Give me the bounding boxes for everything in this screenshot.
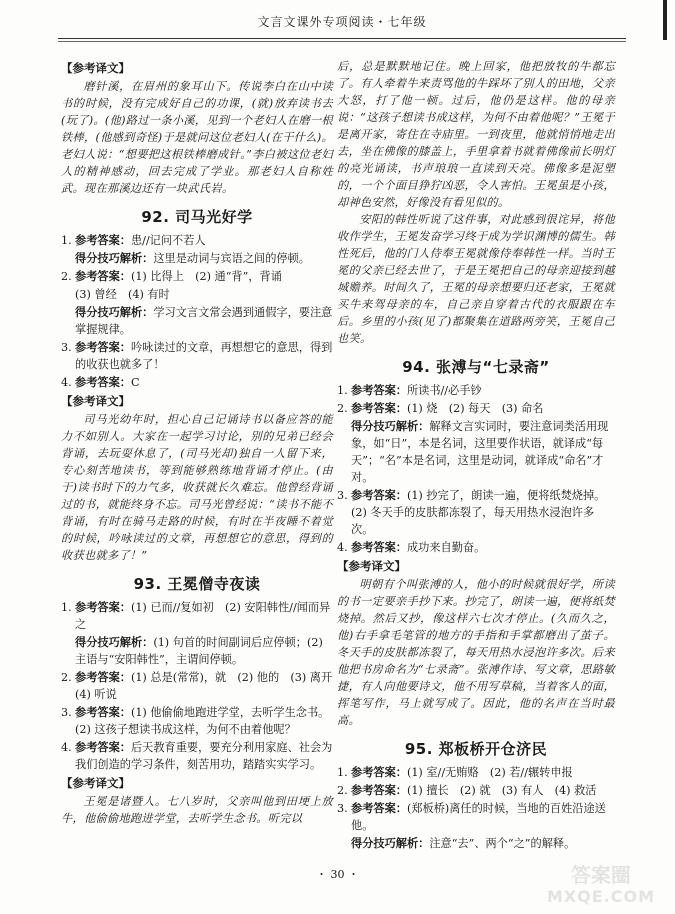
answer-item bbox=[61, 339, 333, 373]
answer-text: (1) 句首的时间副词后应停顿；(2)主语与“安阳韩性”，主谓间停顿。 bbox=[75, 636, 323, 666]
answer-label: 参考答案： bbox=[75, 375, 131, 389]
item-number: 3. bbox=[61, 706, 72, 719]
answer-text: 这里是动词与宾语之间的停顿。 bbox=[153, 252, 310, 265]
answer-item bbox=[61, 374, 333, 391]
answer-text: 吟咏读过的文章，再想想它的意思，得到的收获也就多了！ bbox=[75, 341, 333, 371]
header-rule bbox=[58, 38, 626, 39]
answer-item bbox=[337, 418, 615, 486]
answer-label: 参考答案： bbox=[75, 600, 131, 614]
answer-label: 得分技巧解析： bbox=[351, 419, 430, 433]
item-number: 1. bbox=[61, 234, 72, 247]
answer-text: 所读书//必手钞 bbox=[406, 384, 482, 397]
answer-text: (1) 他偷偷地跑进学堂，去听学生念书。 (2) 这孩子想读书成这样，为何不由着他呢？ bbox=[75, 706, 335, 736]
answer-item bbox=[337, 764, 615, 781]
translation-continued: 后，总是默默地记住。晚上回家，他把放牧的牛都忘了。有人牵着牛来责骂他的牛踩坏了别人的田地，父亲大怒，打了他一顿。过后，他仍是这样。他的母亲说：“这孩子想读书成这样，为何不由着他呢？”王冕于是离开家，寄住在寺庙里。一到夜里，他就悄悄地走出去，坐在佛像的膝盖上，手里拿着书就着佛像前长明灯的亮光诵读，书声琅琅一直读到天亮。佛像多是泥塑的，一个个面目狰狞凶恶，令人害怕。王冕虽是小孩，却神色安然，好像没有看见似的。 bbox=[337, 60, 615, 209]
answer-label: 参考答案： bbox=[351, 401, 407, 415]
answer-item bbox=[337, 382, 615, 399]
item-number: 3. bbox=[61, 341, 72, 354]
answer-label: 参考答案： bbox=[351, 540, 407, 554]
item-number: 4. bbox=[337, 541, 348, 554]
answer-label: 参考答案： bbox=[75, 233, 131, 247]
answer-item bbox=[61, 739, 333, 773]
reference-translation-heading: 【参考译文】 bbox=[61, 394, 130, 408]
answer-item bbox=[61, 268, 333, 285]
answer-label: 参考答案： bbox=[351, 801, 407, 815]
item-number: 4. bbox=[61, 376, 72, 389]
item-number: 2. bbox=[337, 784, 348, 797]
answer-text: C bbox=[130, 376, 140, 389]
answer-item bbox=[61, 286, 333, 303]
item-number: 4. bbox=[61, 741, 72, 754]
answer-text: (1) 已而//复如初 (2) 安阳韩性//闻而异之 bbox=[75, 601, 331, 631]
answer-item bbox=[61, 304, 333, 338]
item-number: 3. bbox=[337, 489, 348, 502]
answer-item bbox=[61, 250, 333, 267]
reference-translation-heading: 【参考译文】 bbox=[61, 61, 130, 75]
section-title-93: 93. 王冕僧寺夜读 bbox=[133, 575, 261, 593]
answer-list-93 bbox=[61, 599, 344, 773]
answer-text: 患//记问不若人 bbox=[130, 234, 206, 247]
answer-text: (1) 室//无贿赂 (2) 若//辗转申报 bbox=[406, 766, 573, 779]
answer-text: (1) 比得上 (2) 通“背”，背诵 bbox=[130, 270, 282, 283]
page-edge-mark bbox=[663, 0, 667, 40]
item-number: 1. bbox=[337, 766, 348, 779]
answer-label: 参考答案： bbox=[75, 269, 131, 283]
section-title-94: 94. 张溥与“七录斋” bbox=[402, 358, 550, 376]
item-number: 2. bbox=[61, 671, 72, 684]
answer-item bbox=[61, 232, 333, 249]
answer-label: 得分技巧解析： bbox=[75, 305, 154, 319]
answer-label: 参考答案： bbox=[75, 670, 131, 684]
watermark-url: MXQE.COM bbox=[546, 887, 655, 906]
translation-text: 明朝有个叫张溥的人，他小的时候就很好学，所读的书一定要亲手抄下来。抄完了，朗读一遍，便将纸焚烧掉。然后又抄，像这样六七次才停止。(久而久之，他)右手拿毛笔管的地方的手指和手掌都磨出了茧子。冬天手的皮肤都冻裂了，每天用热水浸泡许多次。后来他把书房命名为“七录斋”。张溥作诗、写文章，思路敏捷，有人向他要诗文，他不用写草稿，当着客人的面，挥笔写作，马上就写成了。因此，他的名声在当时最高。 bbox=[337, 578, 615, 727]
section-title-95: 95. 郑板桥开仓济民 bbox=[404, 740, 548, 758]
answer-item bbox=[337, 782, 615, 799]
answer-text: 后天教育重要，要充分利用家庭、社会为我们创造的学习条件，刻苦用功，踏踏实实学习。 bbox=[75, 741, 333, 771]
answer-label: 参考答案： bbox=[351, 765, 407, 779]
header-rule-thin bbox=[58, 41, 626, 42]
answer-text: (1) 擅长 (2) 就 (3) 有人 (4) 救活 bbox=[406, 784, 597, 797]
right-column bbox=[337, 58, 615, 853]
reference-translation-heading: 【参考译文】 bbox=[337, 559, 406, 573]
answer-list-92 bbox=[61, 232, 333, 391]
answer-label: 得分技巧解析： bbox=[351, 836, 430, 850]
answer-item bbox=[337, 400, 615, 417]
answer-text: (1) 抄完了，朗读一遍，便将纸焚烧掉。 (2) 冬天手的皮肤都冻裂了，每天用热水浸泡许多次。 bbox=[351, 489, 611, 536]
answer-label: 参考答案： bbox=[351, 383, 407, 397]
answer-item bbox=[337, 539, 615, 556]
answer-label: 参考答案： bbox=[75, 740, 131, 754]
answer-list-95 bbox=[337, 764, 615, 852]
answer-item bbox=[337, 487, 615, 538]
item-number: 2. bbox=[61, 270, 72, 283]
answer-label: 参考答案： bbox=[75, 705, 131, 719]
translation-text: 王冕是诸暨人。七八岁时，父亲叫他到田埂上放牛，他偷偷地跑进学堂，去听学生念书。听完以 bbox=[61, 795, 333, 825]
item-number: 1. bbox=[61, 601, 72, 614]
translation-text: 安阳的韩性听说了这件事，对此感到很诧异，将他收作学生，王冕发奋学习终于成为学识渊博的儒生。韩性死后，他的门人侍奉王冕就像侍奉韩性一样。当时王冕的父亲已经去世了，于是王冕把自己的母亲迎接到越城赡养。时间久了，王冕的母亲想要归还老家，王冕就买牛来驾母亲的车，自己亲自穿着古代的衣服跟在车后。乡里的小孩(见了)都聚集在道路两旁笑，王冕自己也笑。 bbox=[337, 213, 615, 345]
page-number: ・ 30 ・ bbox=[316, 868, 359, 881]
answer-item bbox=[61, 634, 333, 668]
answer-label: 得分技巧解析： bbox=[75, 635, 154, 649]
answer-label: 参考答案： bbox=[351, 488, 407, 502]
answer-text: 学习文言文常会遇到通假字，要注意掌握规律。 bbox=[75, 306, 333, 336]
answer-label: 参考答案： bbox=[75, 340, 131, 354]
answer-text: (郑板桥)离任的时候，当地的百姓沿途送他。 bbox=[351, 802, 606, 832]
section-title-92: 92. 司马光好学 bbox=[141, 208, 253, 226]
answer-text: (1) 烧 (2) 每天 (3) 命名 bbox=[406, 402, 544, 415]
answer-item bbox=[61, 704, 333, 738]
answer-list-94 bbox=[337, 382, 615, 556]
answer-text: 注意“去”、两个“之”的解释。 bbox=[429, 837, 576, 850]
answer-item bbox=[337, 835, 615, 852]
watermark-logo bbox=[547, 864, 655, 908]
reference-translation-heading: 【参考译文】 bbox=[61, 776, 130, 790]
translation-text: 磨针溪，在眉州的象耳山下。传说李白在山中读书的时候，没有完成好自己的功课，(就)放弃读书去(玩了)。(他)路过一条小溪，见到一个老妇人在磨一根铁棒，(他感到奇怪)于是就问这位老妇人(在干什么)。老妇人说：“想要把这根铁棒磨成针。”李白被这位老妇人的精神感动，回去完成了学业。那老妇人自称姓武。现在那溪边还有一块武氏岩。 bbox=[61, 80, 333, 195]
answer-item bbox=[337, 800, 615, 834]
answer-label: 得分技巧解析： bbox=[75, 251, 154, 265]
answer-label: 参考答案： bbox=[351, 783, 407, 797]
running-header: 文言文课外专项阅读・七年级 bbox=[257, 15, 427, 29]
left-column bbox=[61, 58, 344, 827]
answer-item bbox=[61, 669, 344, 703]
answer-item bbox=[61, 599, 333, 633]
translation-text: 司马光幼年时，担心自己记诵诗书以备应答的能力不如别人。大家在一起学习讨论，别的兄弟已经会背诵，去玩耍休息了，(司马光却)独自一人留下来，专心刻苦地读书，等到能够熟练地背诵才停止。(由于)读书时下的力气多，收获就长久难忘。他曾经背诵过的书，就能终身不忘。司马光曾经说：“读书不能不背诵，有时在骑马走路的时候，有时在半夜睡不着觉的时候，吟咏读过的文章，再想想它的意思，得到的收获也就多了！” bbox=[61, 413, 333, 562]
answer-text: 解释文言实词时，要注意词类活用现象，如“日”，本是名词，这里要作状语，就译成“每天”；“名”本是名词，这里是动词，就译成“命名”才对。 bbox=[351, 420, 609, 484]
answer-text: (3) 曾经 (4) 有时 bbox=[75, 288, 170, 301]
item-number: 3. bbox=[337, 802, 348, 815]
answer-text: 成功来自勤奋。 bbox=[406, 541, 486, 554]
item-number: 1. bbox=[337, 384, 348, 397]
item-number: 2. bbox=[337, 402, 348, 415]
watermark-text: 答案圈 bbox=[570, 863, 631, 887]
answer-text: (1) 总是(常常)，就 (2) 他的 (3) 离开 (4) 听说 bbox=[75, 671, 344, 701]
